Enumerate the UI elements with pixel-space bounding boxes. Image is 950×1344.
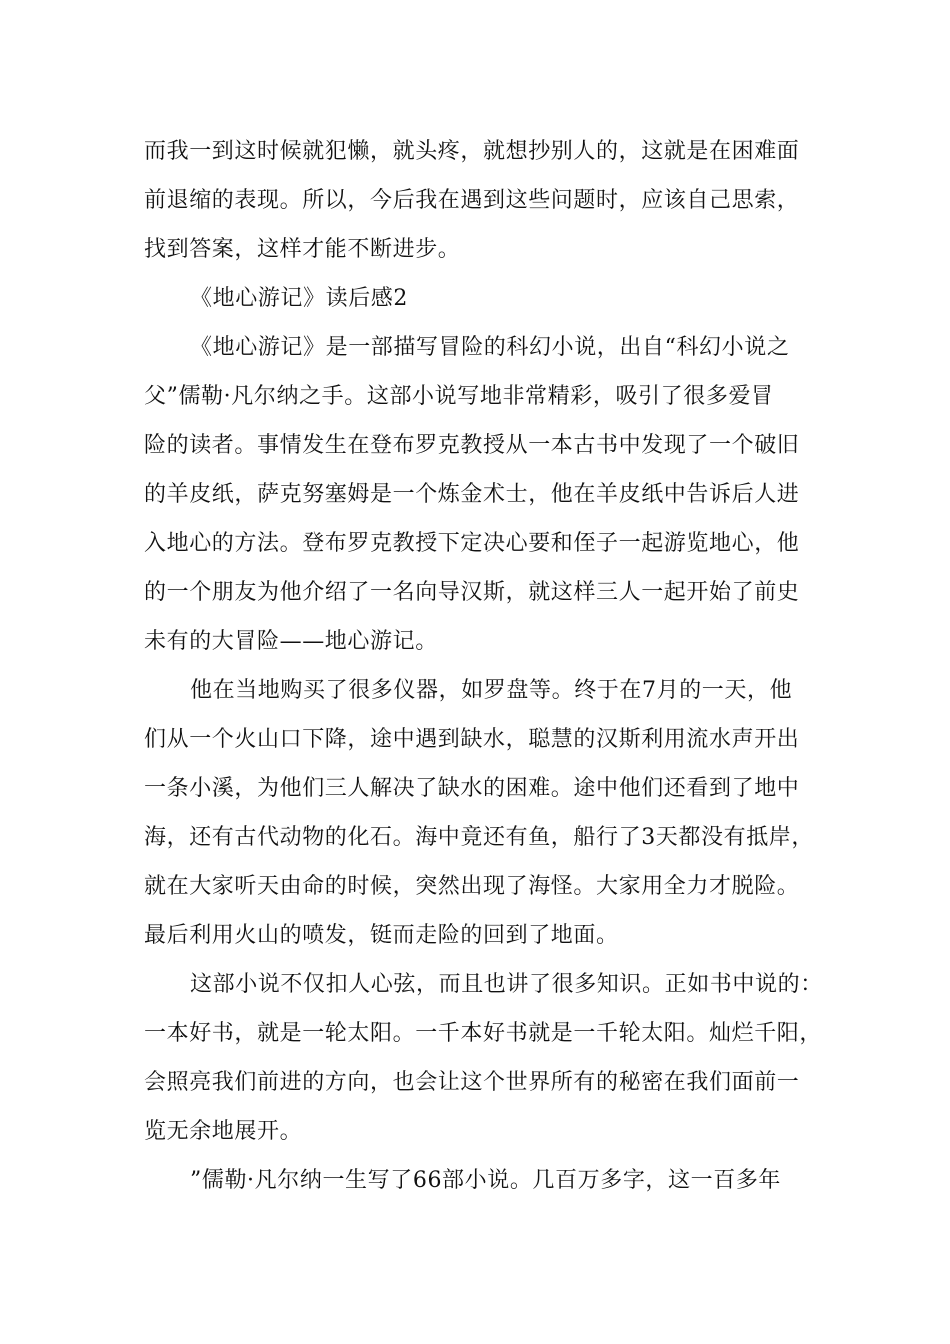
text-line: 《地心游记》读后感2 <box>190 286 408 311</box>
body-text <box>144 127 823 1205</box>
text-line: 的羊皮纸，萨克努塞姆是一个炼金术士，他在羊皮纸中告诉后人进 <box>144 482 800 507</box>
text-line: 海，还有古代动物的化石。海中竟还有鱼，船行了3天都没有抵岸， <box>144 825 814 850</box>
text-line: 未有的大冒险——地心游记。 <box>144 629 438 654</box>
text-line: 就在大家听天由命的时候，突然出现了海怪。大家用全力才脱险。 <box>144 874 800 899</box>
text-line: 他在当地购买了很多仪器，如罗盘等。终于在7月的一天，他 <box>190 678 793 703</box>
text-line: 一本好书，就是一轮太阳。一千本好书就是一千轮太阳。灿烂千阳， <box>144 1021 823 1046</box>
text-line: 父”儒勒·凡尔纳之手。这部小说写地非常精彩，吸引了很多爱冒 <box>144 384 774 409</box>
text-line: 这部小说不仅扣人心弦，而且也讲了很多知识。正如书中说的： <box>190 972 823 997</box>
text-line: 一条小溪，为他们三人解决了缺水的困难。途中他们还看到了地中 <box>144 776 800 801</box>
text-line: 而我一到这时候就犯懒，就头疼，就想抄别人的，这就是在困难面 <box>144 139 800 164</box>
text-line: 险的读者。事情发生在登布罗克教授从一本古书中发现了一个破旧 <box>144 433 800 458</box>
text-line: 们从一个火山口下降，途中遇到缺水，聪慧的汉斯利用流水声开出 <box>144 727 800 752</box>
text-line: 览无余地展开。 <box>144 1119 303 1144</box>
text-line: ”儒勒·凡尔纳一生写了66部小说。几百万多字，这一百多年 <box>190 1168 782 1193</box>
text-line: 会照亮我们前进的方向，也会让这个世界所有的秘密在我们面前一 <box>144 1070 800 1095</box>
text-line: 找到答案，这样才能不断进步。 <box>144 237 461 262</box>
text-line: 前退缩的表现。所以，今后我在遇到这些问题时，应该自己思索， <box>144 188 800 213</box>
text-line: 的一个朋友为他介绍了一名向导汉斯，就这样三人一起开始了前史 <box>144 580 800 605</box>
text-line: 入地心的方法。登布罗克教授下定决心要和侄子一起游览地心，他 <box>144 531 800 556</box>
text-line: 最后利用火山的喷发，铤而走险的回到了地面。 <box>144 923 619 948</box>
text-line: 《地心游记》是一部描写冒险的科幻小说，出自“科幻小说之 <box>190 335 790 360</box>
